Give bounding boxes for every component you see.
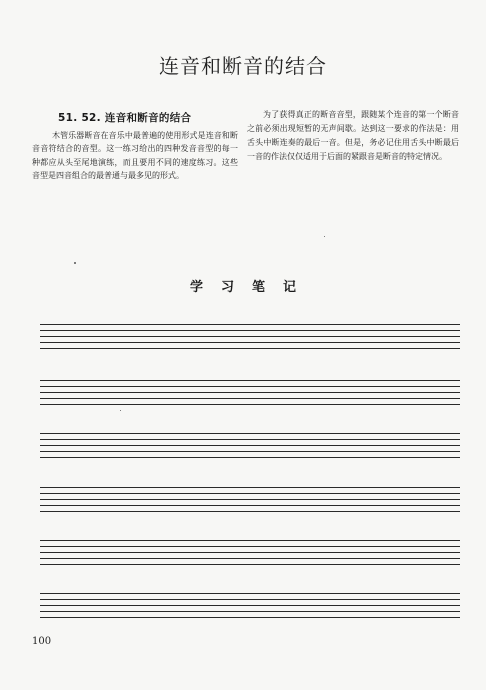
music-staff: [40, 593, 460, 623]
staff-line: [40, 599, 460, 600]
staff-line: [40, 330, 460, 331]
staff-line: [40, 593, 460, 594]
staff-line: [40, 348, 460, 349]
staff-line: [40, 552, 460, 553]
print-speck: [120, 410, 121, 411]
staff-line: [40, 451, 460, 452]
staff-line: [40, 487, 460, 488]
staff-line: [40, 493, 460, 494]
music-staff: [40, 433, 460, 463]
staff-line: [40, 499, 460, 500]
staff-line: [40, 404, 460, 405]
staff-line: [40, 605, 460, 606]
music-staff: [40, 380, 460, 410]
staff-line: [40, 457, 460, 458]
staff-line: [40, 342, 460, 343]
staff-line: [40, 398, 460, 399]
staff-line: [40, 336, 460, 337]
page-title: 连音和断音的结合: [159, 54, 327, 78]
left-column: [32, 112, 238, 183]
left-paragraph: 木管乐器断音在音乐中最普遍的使用形式是连音和断音音符结合的音型。这一练习给出的四种发音音型的每一种都应从头至尾地演练，而且要用不同的速度练习。这些音型是四音组合的最普通与最多见的形式。: [32, 130, 238, 180]
section-heading: 51. 52. 连音和断音的结合: [58, 112, 192, 124]
right-paragraph: 为了获得真正的断音音型，跟随某个连音的第一个断音之前必须出现短暂的无声间歇。达到这一要求的作法是：用舌头中断连奏的最后一音。但是，务必记住用舌头中断最后一音的作法仅仅适用于后面的紧跟音是断音的特定情况。: [247, 110, 459, 161]
staff-line: [40, 617, 460, 618]
staff-line: [40, 540, 460, 541]
right-column: [247, 108, 459, 164]
staff-line: [40, 386, 460, 387]
staff-line: [40, 564, 460, 565]
print-speck: [324, 236, 325, 237]
staff-line: [40, 611, 460, 612]
staff-line: [40, 392, 460, 393]
staff-line: [40, 558, 460, 559]
staff-line: [40, 433, 460, 434]
music-staff: [40, 540, 460, 570]
staff-line: [40, 546, 460, 547]
staff-line: [40, 439, 460, 440]
notes-heading: 学习笔记: [189, 280, 314, 295]
music-staff: [40, 324, 460, 354]
page-number: 100: [32, 636, 52, 647]
staff-line: [40, 380, 460, 381]
staff-line: [40, 324, 460, 325]
music-staff: [40, 487, 460, 517]
print-speck: [74, 262, 76, 264]
staff-line: [40, 505, 460, 506]
staff-line: [40, 511, 460, 512]
staff-line: [40, 445, 460, 446]
